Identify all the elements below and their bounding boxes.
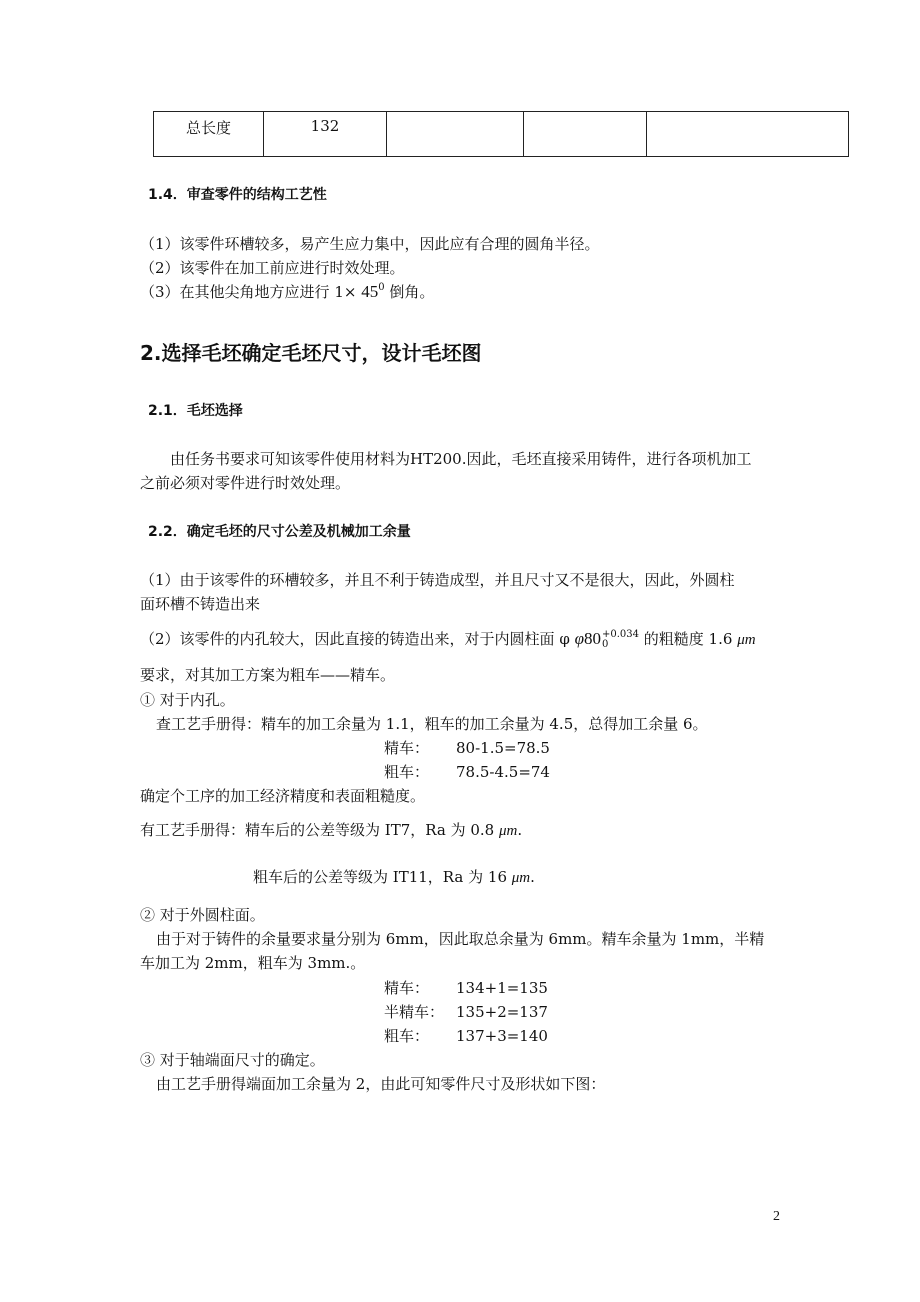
tolerance-upper: +0.034 xyxy=(602,629,640,640)
table-cell xyxy=(647,112,849,157)
paragraph-line: 要求，对其加工方案为粗车——精车。 xyxy=(140,666,396,684)
summary-table xyxy=(153,111,849,157)
calc-value: 80-1.5=78.5 xyxy=(456,739,550,757)
subitem-heading: ③ 对于轴端面尺寸的确定。 xyxy=(140,1051,325,1069)
list-item xyxy=(140,281,434,302)
paragraph-line: 之前必须对零件进行时效处理。 xyxy=(140,474,351,492)
paragraph-line: 由工艺手册得端面加工余量为 2，由此可知零件尺寸及形状如下图： xyxy=(156,1075,606,1093)
fine-period: . xyxy=(517,821,523,839)
calc-label: 半精车： xyxy=(384,1003,445,1021)
subitem-heading: ② 对于外圆柱面。 xyxy=(140,906,265,924)
paragraph-line: （1）由于该零件的环槽较多，并且不利于铸造成型，并且尺寸又不是很大，因此，外圆柱 xyxy=(140,571,735,589)
paragraph-line xyxy=(140,628,756,650)
table-cell xyxy=(387,112,524,157)
degree-mark: 0 xyxy=(378,282,385,293)
item2-prefix: （2）该零件的内孔较大，因此直接的铸造出来，对于内圆柱面 φ xyxy=(140,630,575,648)
paragraph-line xyxy=(140,819,522,840)
calc-row xyxy=(384,737,550,758)
phi-symbol: φ xyxy=(574,629,584,648)
diameter-value: 80 xyxy=(584,629,601,648)
table-cell xyxy=(524,112,647,157)
calc-label: 粗车： xyxy=(384,1027,430,1045)
calc-value: 135+2=137 xyxy=(456,1003,548,1021)
calc-row xyxy=(384,1001,548,1022)
page-number: 2 xyxy=(773,1209,780,1224)
tolerance-stack xyxy=(602,630,639,650)
paragraph-line: 确定个工序的加工经济精度和表面粗糙度。 xyxy=(140,787,426,805)
unit-micrometer: μm xyxy=(511,870,531,886)
subitem-heading: ① 对于内孔。 xyxy=(140,691,235,709)
calc-value: 137+3=140 xyxy=(456,1027,548,1045)
paragraph-line: 查工艺手册得：精车的加工余量为 1.1，粗车的加工余量为 4.5，总得加工余量 6。 xyxy=(156,715,708,733)
rough-text: 粗车后的公差等级为 IT11，Ra 为 16 xyxy=(253,868,512,886)
calc-label: 粗车： xyxy=(384,763,430,781)
table-cell: 总长度 xyxy=(154,112,264,157)
table-row xyxy=(154,112,849,157)
fine-text: 有工艺手册得：精车后的公差等级为 IT7，Ra 为 0.8 xyxy=(140,821,499,839)
item3-prefix: （3）在其他尖角地方应进行 1 xyxy=(140,283,344,301)
table-cell: 132 xyxy=(264,112,387,157)
rough-period: . xyxy=(530,868,535,886)
list-item: （1）该零件环槽较多，易产生应力集中，因此应有合理的圆角半径。 xyxy=(140,235,600,253)
paragraph-line: 由任务书要求可知该零件使用材料为HT200.因此，毛坯直接采用铸件，进行各项机加工 xyxy=(170,450,752,468)
calc-value: 78.5-4.5=74 xyxy=(456,763,550,781)
paragraph-line: 车加工为 2mm，粗车为 3mm.。 xyxy=(140,954,366,972)
item2-middle: 的粗糙度 1.6 xyxy=(639,630,738,648)
item3-suffix: 倒角。 xyxy=(384,283,435,301)
tolerance-lower: 0 xyxy=(602,639,609,650)
calc-label: 精车： xyxy=(384,739,430,757)
paragraph-line: 由于对于铸件的余量要求量分别为 6mm，因此取总余量为 6mm。精车余量为 1mm，半精 xyxy=(156,930,765,948)
heading-2-1: 2.1．毛坯选择 xyxy=(148,403,243,419)
angle-value: 45 xyxy=(361,282,379,301)
calc-row xyxy=(384,1025,548,1046)
unit-micrometer: μm xyxy=(737,632,756,648)
heading-2-2: 2.2．确定毛坯的尺寸公差及机械加工余量 xyxy=(148,524,411,540)
times-sign: × xyxy=(343,283,357,301)
paragraph-line: 面环槽不铸造出来 xyxy=(140,595,261,613)
heading-2: 2.选择毛坯确定毛坯尺寸，设计毛坯图 xyxy=(140,341,482,365)
list-item: （2）该零件在加工前应进行时效处理。 xyxy=(140,259,405,277)
calc-value: 134+1=135 xyxy=(456,979,548,997)
calc-row xyxy=(384,761,550,782)
heading-1-4: 1.4．审查零件的结构工艺性 xyxy=(148,187,327,203)
paragraph-line xyxy=(253,866,535,887)
calc-label: 精车： xyxy=(384,979,430,997)
unit-micrometer: μm xyxy=(498,823,518,839)
calc-row xyxy=(384,977,548,998)
